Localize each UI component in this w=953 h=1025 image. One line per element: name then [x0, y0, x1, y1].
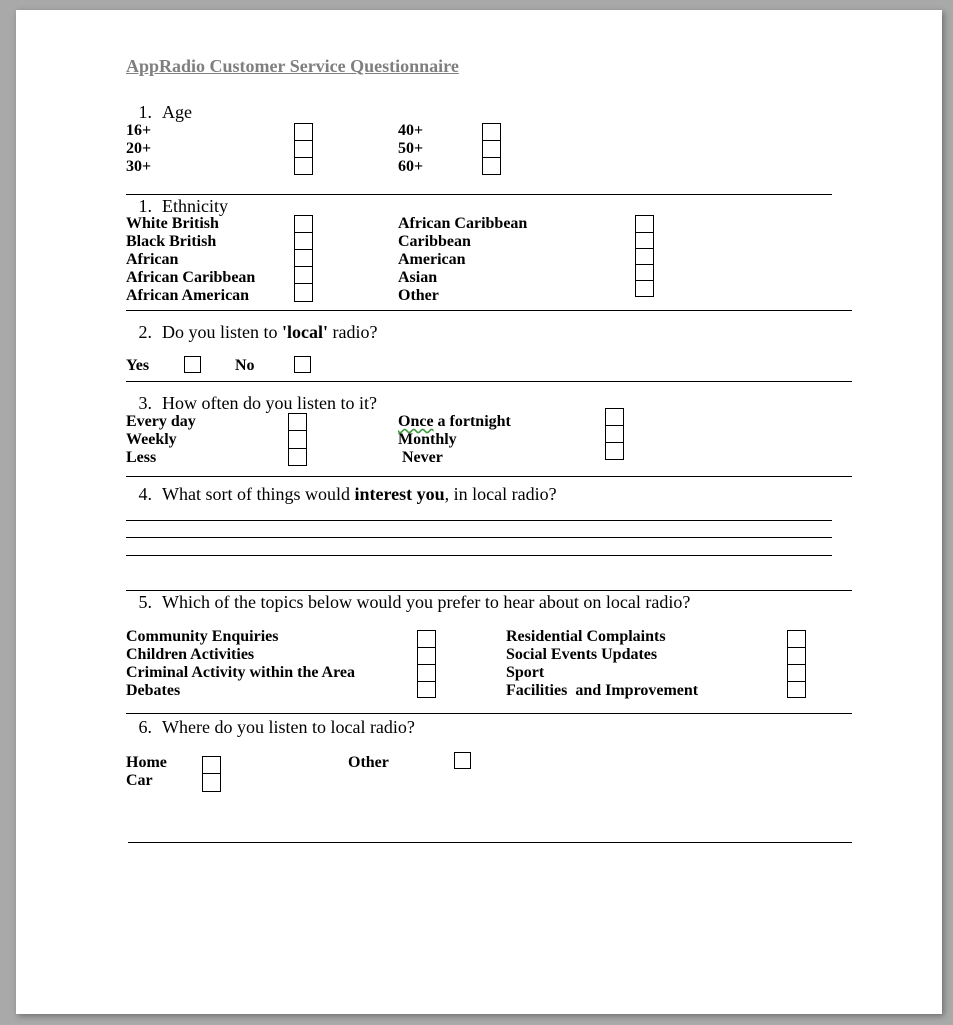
question-text-bold: 'local' — [282, 322, 328, 342]
question-3 — [126, 393, 377, 414]
q3-left-options — [126, 413, 196, 467]
checkbox-facilities[interactable] — [788, 682, 805, 697]
checkbox-car[interactable] — [203, 774, 220, 791]
ethnicity-option-african: African — [126, 251, 179, 268]
topic-sport: Sport — [506, 664, 545, 681]
ethnicity-option-african-american: African American — [126, 287, 250, 304]
answer-line-1[interactable] — [126, 520, 832, 521]
topic-residential-complaints: Residential Complaints — [506, 628, 666, 645]
q3-option-monthly: Monthly — [398, 431, 457, 448]
checkbox-american[interactable] — [636, 249, 653, 265]
age-option-20: 20+ — [126, 140, 152, 157]
question-text-bold: interest you — [354, 484, 445, 504]
ethnicity-right-checkboxes — [635, 215, 654, 297]
age-right-options — [398, 122, 423, 176]
divider — [128, 842, 852, 843]
divider — [126, 310, 852, 311]
question-text: Ethnicity — [162, 196, 228, 216]
checkbox-social-events[interactable] — [788, 648, 805, 665]
divider — [126, 590, 852, 591]
checkbox-black-british[interactable] — [295, 233, 312, 250]
ethnicity-option-african-caribbean-2: African Caribbean — [398, 215, 528, 232]
spelling-marked-word: Once — [398, 413, 434, 430]
checkbox-debates[interactable] — [418, 682, 435, 697]
question-number: 3. — [138, 393, 152, 413]
q3-option-every-day: Every day — [126, 413, 196, 430]
checkbox-children-activities[interactable] — [418, 648, 435, 665]
q3-option-weekly: Weekly — [126, 431, 177, 448]
divider — [126, 381, 852, 382]
age-option-40: 40+ — [398, 122, 424, 139]
checkbox-no[interactable] — [294, 356, 311, 373]
topic-facilities: Facilities and Improvement — [506, 682, 699, 699]
checkbox-never[interactable] — [606, 443, 623, 459]
topic-children-activities: Children Activities — [126, 646, 255, 663]
q5-right-options — [506, 628, 698, 700]
q2-yes-label: Yes — [126, 357, 150, 374]
question-6 — [126, 717, 415, 738]
checkbox-age-60[interactable] — [483, 158, 500, 174]
question-number: 2. — [138, 322, 152, 342]
question-ethnicity — [126, 196, 228, 217]
question-text-post: , in local radio? — [444, 484, 557, 504]
place-other: Other — [348, 754, 389, 771]
age-left-checkboxes — [294, 123, 313, 175]
document-title: AppRadio Customer Service Questionnaire — [126, 56, 459, 76]
ethnicity-left-checkboxes — [294, 215, 313, 302]
question-text: Where do you listen to local radio? — [162, 717, 415, 737]
place-car: Car — [126, 772, 153, 789]
q3-right-checkboxes — [605, 408, 624, 460]
age-right-checkboxes — [482, 123, 501, 175]
place-home: Home — [126, 754, 167, 771]
question-text: How often do you listen to it? — [162, 393, 377, 413]
question-age — [126, 102, 192, 123]
checkbox-white-british[interactable] — [295, 216, 312, 233]
checkbox-age-40[interactable] — [483, 124, 500, 141]
checkbox-criminal-activity[interactable] — [418, 665, 435, 682]
checkbox-less[interactable] — [289, 449, 306, 465]
topic-social-events: Social Events Updates — [506, 646, 658, 663]
ethnicity-option-american: American — [398, 251, 466, 268]
checkbox-home[interactable] — [203, 757, 220, 774]
checkbox-every-day[interactable] — [289, 414, 306, 431]
question-number: 1. — [138, 196, 152, 216]
checkbox-caribbean[interactable] — [636, 233, 653, 249]
ethnicity-option-black-british: Black British — [126, 233, 217, 250]
question-number: 1. — [138, 102, 152, 122]
q5-right-checkboxes — [787, 630, 806, 698]
question-text: Age — [162, 102, 192, 122]
ethnicity-left-options — [126, 215, 255, 305]
checkbox-sport[interactable] — [788, 665, 805, 682]
q3-option-once-a-fortnight — [398, 413, 511, 431]
checkbox-african-american[interactable] — [295, 284, 312, 301]
q3-right-options — [398, 413, 511, 467]
q6-options — [126, 754, 167, 790]
question-number: 4. — [138, 484, 152, 504]
checkbox-african-caribbean[interactable] — [295, 267, 312, 284]
ethnicity-option-caribbean: Caribbean — [398, 233, 471, 250]
checkbox-weekly[interactable] — [289, 431, 306, 449]
question-2 — [126, 322, 377, 343]
q5-left-checkboxes — [417, 630, 436, 698]
document-page — [16, 10, 942, 1014]
question-text-pre: Do you listen to — [162, 322, 282, 342]
q6-checkboxes — [202, 756, 221, 792]
checkbox-other[interactable] — [636, 281, 653, 296]
question-text: Which of the topics below would you prefer to hear about on local radio? — [162, 592, 691, 612]
q5-left-options — [126, 628, 355, 700]
question-text-pre: What sort of things would — [162, 484, 355, 504]
divider — [126, 194, 832, 195]
checkbox-residential-complaints[interactable] — [788, 631, 805, 648]
checkbox-community-enquiries[interactable] — [418, 631, 435, 648]
q3-option-rest: a fortnight — [433, 413, 511, 430]
q3-option-never: Never — [402, 449, 443, 466]
age-option-60: 60+ — [398, 158, 424, 175]
checkbox-african-caribbean-2[interactable] — [636, 216, 653, 233]
question-4 — [126, 484, 557, 505]
answer-line-3[interactable] — [126, 555, 832, 556]
topic-debates: Debates — [126, 682, 181, 699]
age-option-30: 30+ — [126, 158, 152, 175]
question-number: 6. — [138, 717, 152, 737]
checkbox-age-20[interactable] — [295, 141, 312, 158]
checkbox-age-50[interactable] — [483, 141, 500, 158]
ethnicity-option-asian: Asian — [398, 269, 438, 286]
ethnicity-option-other: Other — [398, 287, 439, 304]
question-text-post: radio? — [328, 322, 378, 342]
ethnicity-right-options — [398, 215, 527, 305]
checkbox-age-30[interactable] — [295, 158, 312, 174]
q3-option-less: Less — [126, 449, 157, 466]
checkbox-african[interactable] — [295, 250, 312, 267]
checkbox-asian[interactable] — [636, 265, 653, 281]
checkbox-yes[interactable] — [184, 356, 201, 373]
ethnicity-option-white-british: White British — [126, 215, 219, 232]
topic-community-enquiries: Community Enquiries — [126, 628, 279, 645]
topic-criminal-activity: Criminal Activity within the Area — [126, 664, 356, 681]
age-option-16: 16+ — [126, 122, 152, 139]
checkbox-once-a-fortnight[interactable] — [606, 409, 623, 426]
checkbox-age-16[interactable] — [295, 124, 312, 141]
q2-no-label: No — [235, 357, 255, 374]
answer-line-2[interactable] — [126, 537, 832, 538]
question-number: 5. — [138, 592, 152, 612]
checkbox-other-place[interactable] — [454, 752, 471, 769]
divider — [126, 713, 852, 714]
ethnicity-option-african-caribbean: African Caribbean — [126, 269, 256, 286]
q3-left-checkboxes — [288, 413, 307, 466]
age-option-50: 50+ — [398, 140, 424, 157]
age-left-options — [126, 122, 151, 176]
question-5 — [126, 592, 690, 613]
checkbox-monthly[interactable] — [606, 426, 623, 443]
divider — [126, 476, 852, 477]
